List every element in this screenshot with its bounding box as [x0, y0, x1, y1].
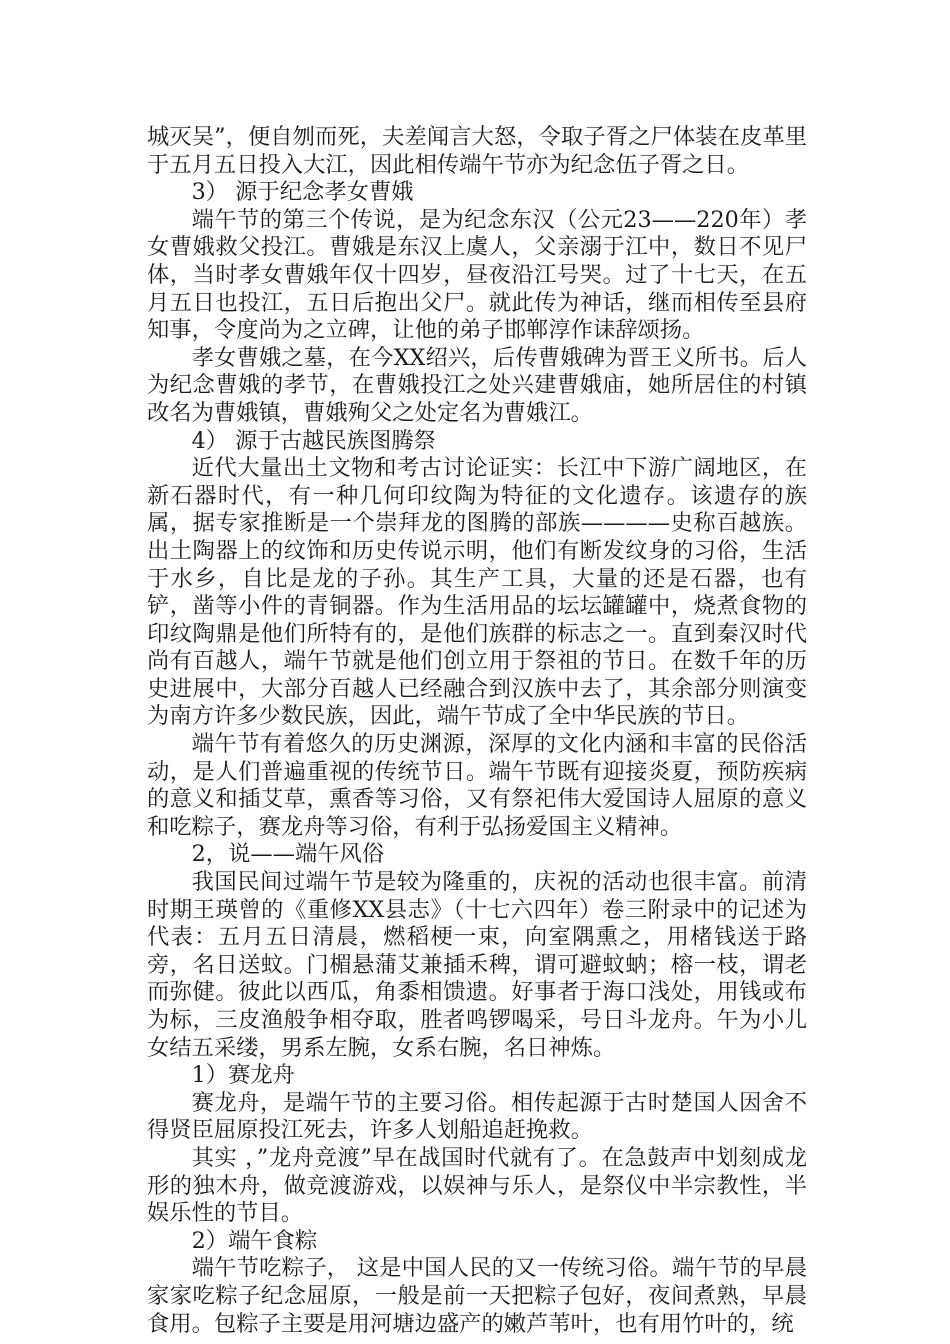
- paragraph: 我国民间过端午节是较为隆重的，庆祝的活动也很丰富。前清时期王瑛曾的《重修XX县志》（十七六四年）卷三附录中的记述为代表：五月五日清晨，燃稻梗一束，向室隅熏之，用楮钱送于路旁，名日送蚊。门楣悬蒲艾兼插禾稗，谓可避蚊蚋；榕一枝，谓老而弥健。彼此以西瓜，角黍相馈遗。好事者于海口浅处，用钱或布为标，三皮渔般争相夺取，胜者鸣锣喝采，号日斗龙舟。午为小儿女结五采缕，男系左腕，女系右腕，名日神炼。: [147, 869, 807, 1061]
- section-heading: 1）赛龙舟: [191, 1062, 295, 1089]
- paragraph: 其实 ，”龙舟竞渡”早在战国时代就有了。在急鼓声中划刻成龙形的独木舟，做竞渡游戏，以娱神与乐人，是祭仪中半宗教性，半娱乐性的节目。: [147, 1144, 807, 1227]
- section-heading: 3） 源于纪念孝女曹娥: [191, 179, 414, 206]
- document-page: [147, 124, 807, 1338]
- section-heading: 2，说——端午风俗: [191, 841, 385, 868]
- paragraph: 端午节有着悠久的历史渊源，深厚的文化内涵和丰富的民俗活动，是人们普遍重视的传统节日。端午节既有迎接炎夏，预防疾病的意义和插艾草，熏香等习俗，又有祭祀伟大爱国诗人屈原的意义和吃粽子，赛龙舟等习俗，有利于弘扬爱国主义精神。: [147, 731, 807, 840]
- paragraph: 近代大量出土文物和考古讨论证实：长江中下游广阔地区，在新石器时代，有一种几何印纹陶为特征的文化遗存。该遗存的族属，据专家推断是一个崇拜龙的图腾的部族————史称百越族。出土陶器上的纹饰和历史传说示明，他们有断发纹身的习俗，生活于水乡，自比是龙的子孙。其生产工具，大量的还是石器，也有铲，凿等小件的青铜器。作为生活用品的坛坛罐罐中，烧煮食物的印纹陶鼎是他们所特有的，是他们族群的标志之一。直到秦汉时代尚有百越人，端午节就是他们创立用于祭祖的节日。在数千年的历史进展中，大部分百越人已经融合到汉族中去了，其余部分则演变为南方许多少数民族，因此，端午节成了全中华民族的节日。: [147, 455, 807, 730]
- paragraph: 端午节的第三个传说，是为纪念东汉（公元23——220年）孝女曹娥救父投江。曹娥是东汉上虞人，父亲溺于江中，数日不见尸体，当时孝女曹娥年仅十四岁，昼夜沿江号哭。过了十七天，在五月五日也投江，五日后抱出父尸。就此传为神话，继而相传至县府知事，令度尚为之立碑，让他的弟子邯郸淳作诔辞颂扬。: [147, 206, 807, 344]
- section-heading: 4） 源于古越民族图腾祭: [191, 427, 436, 454]
- paragraph: 赛龙舟，是端午节的主要习俗。相传起源于古时楚国人因舍不得贤臣屈原投江死去，许多人划船追赶挽救。: [147, 1089, 807, 1144]
- paragraph: 城灭吴”，便自刎而死，夫差闻言大怒，令取子胥之尸体装在皮革里于五月五日投入大江，因此相传端午节亦为纪念伍子胥之日。: [147, 124, 807, 178]
- section-heading: 2）端午食粽: [191, 1227, 318, 1254]
- paragraph: 端午节吃粽子， 这是中国人民的又一传统习俗。端午节的早晨家家吃粽子纪念屈原，一般是前一天把粽子包好，夜间煮熟，早晨食用。包粽子主要是用河塘边盛产的嫩芦苇叶，也有用竹叶的，统: [147, 1255, 807, 1337]
- paragraph: 孝女曹娥之墓，在今XX绍兴，后传曹娥碑为晋王义所书。后人为纪念曹娥的孝节，在曹娥投江之处兴建曹娥庙，她所居住的村镇改名为曹娥镇，曹娥殉父之处定名为曹娥江。: [147, 344, 807, 426]
